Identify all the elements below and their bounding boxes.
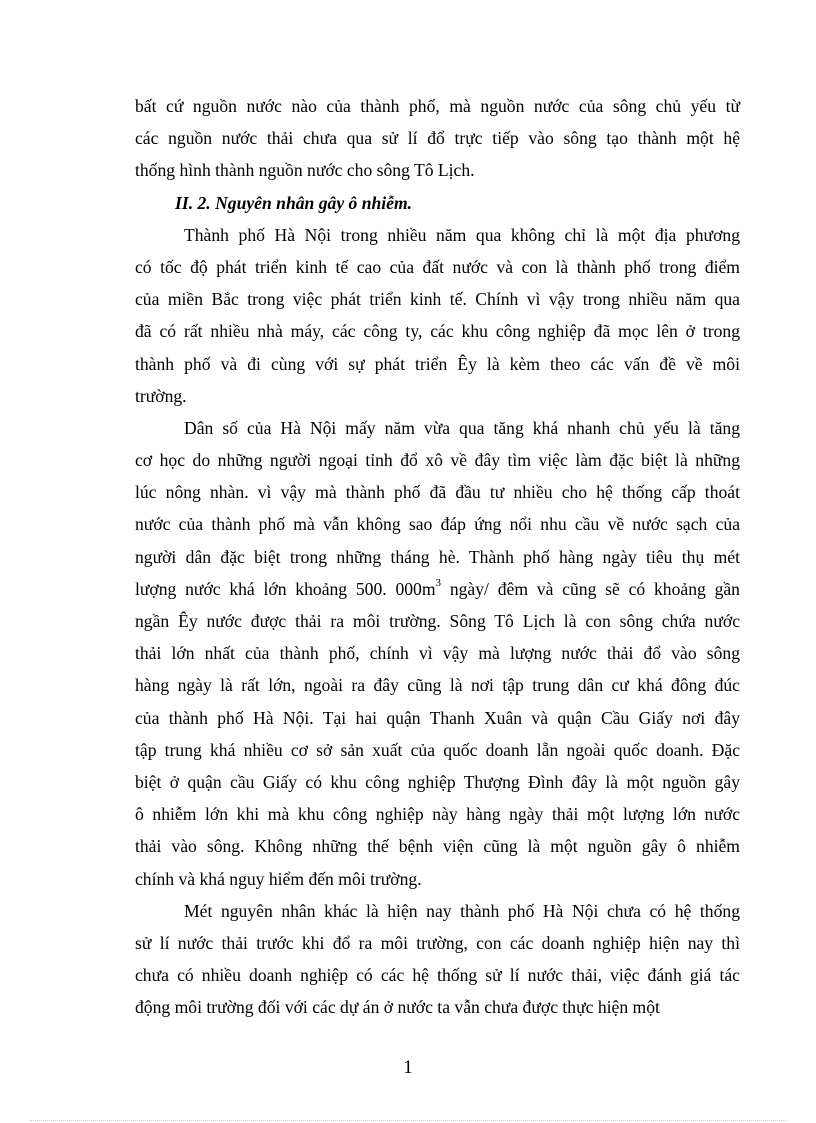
text-line: chưa có nhiều doanh nghiệp có các hệ thống sử lí nước thải, việc đánh giá tác — [135, 965, 740, 986]
text-line — [135, 573, 740, 605]
text-line: Mét nguyên nhân khác là hiện nay thành phố Hà Nội chưa có hệ thống — [184, 900, 740, 921]
text-line: ngần Êy nước được thải ra môi trường. Sông Tô Lịch là con sông chứa nước — [135, 611, 740, 631]
text-line: nước của thành phố mà vẫn không sao đáp ứng nổi nhu cầu về nước sạch của — [135, 514, 740, 535]
text-line: Dân số của Hà Nội mấy năm vừa qua tăng khá nhanh chủ yếu là tăng — [184, 417, 740, 438]
text-line: ô nhiễm lớn khi mà khu công nghiệp này hàng ngày thải một lượng lớn nước — [135, 804, 740, 825]
text-line: lúc nông nhàn. vì vậy mà thành phố đã đầu tư nhiều cho hệ thống cấp thoát — [135, 482, 740, 503]
text-line: có tốc độ phát triển kinh tế cao của đất nước và con là thành phố trong điểm — [135, 256, 740, 277]
text-line: của miền Bắc trong việc phát triển kinh tế. Chính vì vậy trong nhiều năm qua — [135, 289, 740, 310]
page-divider — [30, 1120, 786, 1121]
text-line: tập trung khá nhiều cơ sở sản xuất của quốc doanh lẵn ngoài quốc doanh. Đặc — [135, 739, 740, 760]
text-line: trường. — [135, 385, 187, 406]
text-line: cơ học do những người ngoại tỉnh đổ xô về đây tìm việc làm đặc biệt là những — [135, 450, 740, 471]
text-line: thành phố và đi cùng với sự phát triển Êy là kèm theo các vấn đề về môi — [135, 353, 740, 374]
text-line: biệt ở quận cầu Giấy có khu công nghiệp Thượng Đình đây là một nguồn gây — [135, 771, 740, 792]
text-line: đã có rất nhiều nhà máy, các công ty, các khu công nghiệp đã mọc lên ở trong — [135, 321, 740, 342]
text-line: bất cứ nguồn nước nào của thành phố, mà nguồn nước của sông chủ yếu từ — [135, 96, 740, 116]
text-line: sử lí nước thải trước khi đổ ra môi trường, con các doanh nghiệp hiện nay thì — [135, 932, 740, 953]
page-number: 1 — [403, 1057, 413, 1078]
text-line: thải vào sông. Không những thế bệnh viện cũng là một nguồn gây ô nhiễm — [135, 836, 740, 857]
text-line: Thành phố Hà Nội trong nhiều năm qua không chỉ là một địa phương — [184, 224, 740, 245]
text-line: hàng ngày là rất lớn, ngoài ra đây cũng là nơi tập trung dân cư khá đông đúc — [135, 675, 740, 696]
text-line: người dân đặc biệt trong những tháng hè. Thành phố hàng ngày tiêu thụ mét — [135, 546, 740, 567]
section-heading: II. 2. Nguyên nhân gây ô nhiễm. — [175, 192, 413, 213]
text-line: các nguồn nước thải chưa qua sử lí đổ trực tiếp vào sông tạo thành một hệ — [135, 128, 740, 149]
text-line: động môi trường đối với các dự án ở nước ta vẫn chưa được thực hiện một — [135, 997, 660, 1018]
text-segment: ngày/ đêm và cũng sẽ có khoảng gần — [441, 578, 740, 599]
text-line: thống hình thành nguồn nước cho sông Tô Lịch. — [135, 160, 475, 181]
document-body — [135, 90, 740, 1023]
text-line: chính và khá nguy hiểm đến môi trường. — [135, 868, 422, 889]
text-line: thải lớn nhất của thành phố, chính vì vậy mà lượng nước thải đổ vào sông — [135, 643, 740, 664]
text-segment: lượng nước khá lớn khoảng 500. 000m — [135, 578, 436, 599]
text-line: của thành phố Hà Nội. Tại hai quận Thanh Xuân và quận Cầu Giấy nơi đây — [135, 707, 740, 728]
superscript: 3 — [435, 576, 442, 589]
